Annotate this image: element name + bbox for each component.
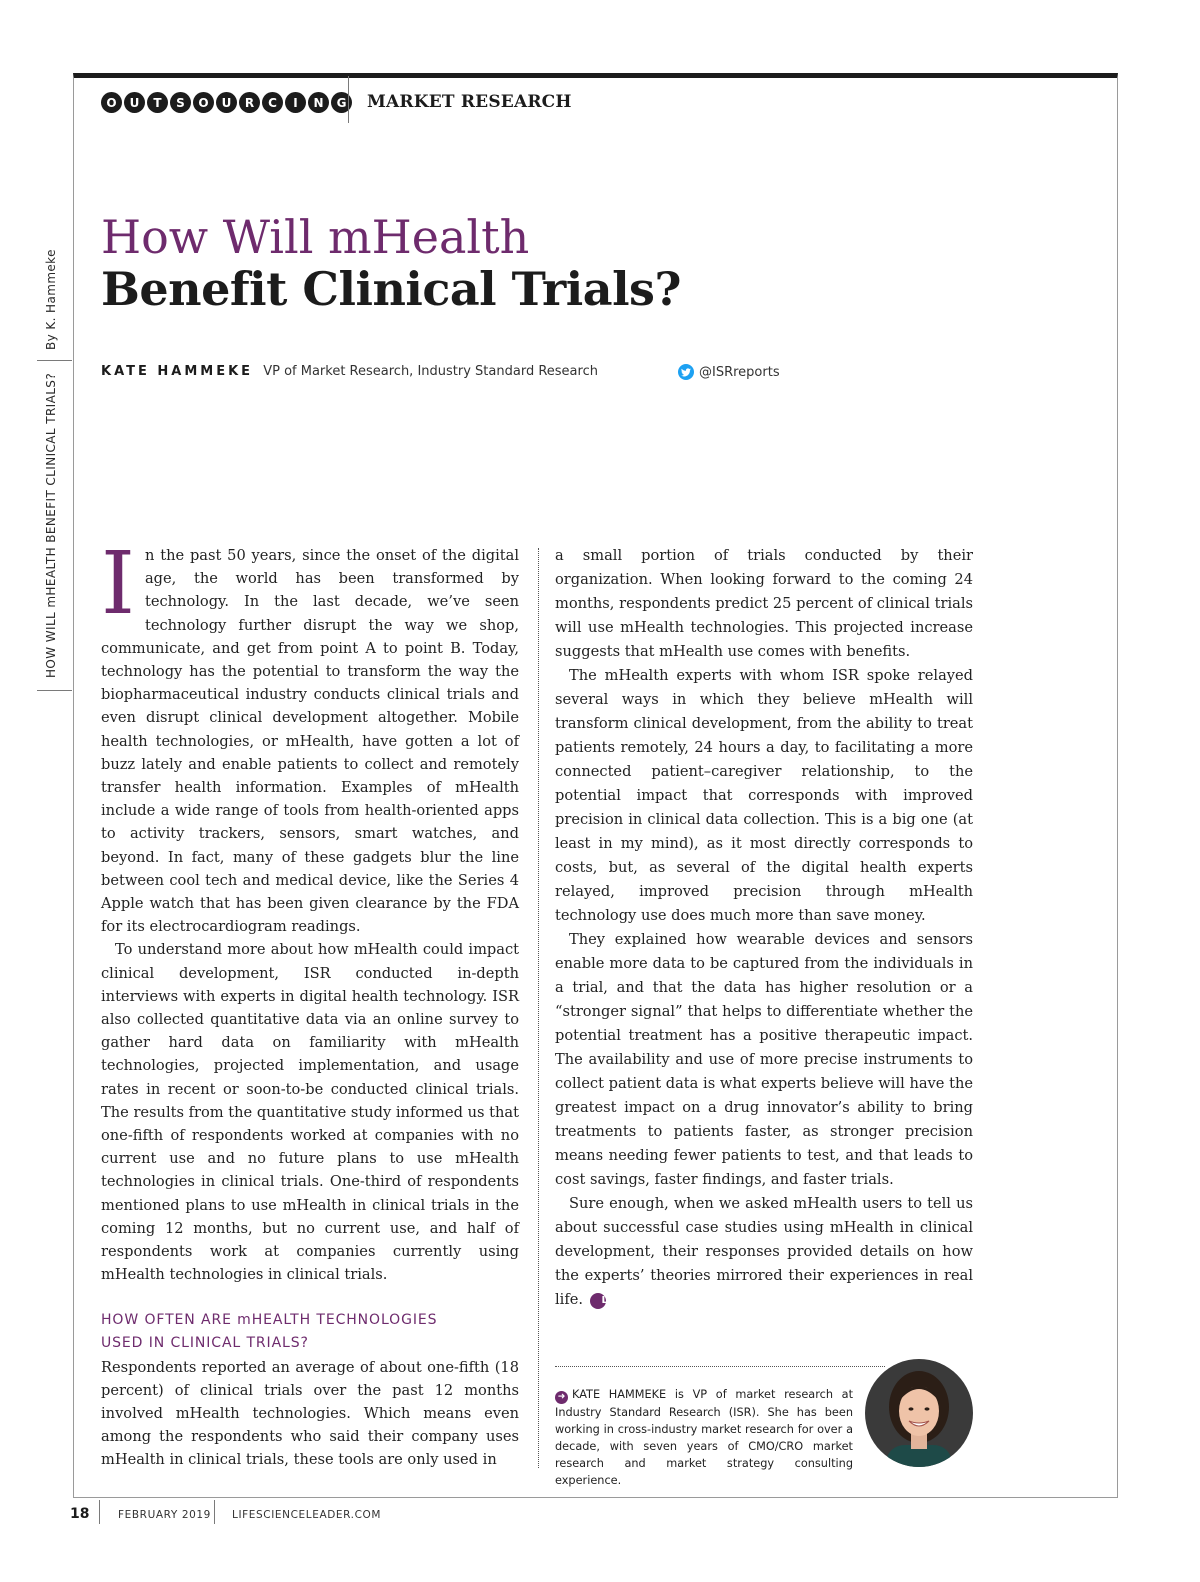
- website-link[interactable]: LIFESCIENCELEADER.COM: [232, 1509, 382, 1521]
- article-title-line1: How Will mHealth: [101, 210, 530, 264]
- article-title-line2: Benefit Clinical Trials?: [101, 262, 681, 316]
- side-author: By K. Hammeke: [44, 249, 58, 350]
- bio-name: KATE HAMMEKE: [572, 1388, 667, 1401]
- side-divider: [37, 690, 72, 691]
- byline: [101, 364, 598, 379]
- side-divider: [37, 360, 72, 361]
- body-paragraph: Respondents reported an average of about one-fifth (18 percent) of clinical trials over the past 12 months involved mHealth technologies. Which means even among the respondents who said their company uses mHealth in clinical trials, these tools are only used in: [101, 1358, 519, 1469]
- twitter-handle-link[interactable]: [678, 364, 780, 380]
- section-letter: U: [124, 92, 145, 113]
- footer-divider: [214, 1500, 215, 1524]
- subheading-line2: USED IN CLINICAL TRIALS?: [101, 1334, 309, 1351]
- arrow-right-icon: ➜: [555, 1391, 568, 1404]
- bio-divider: [555, 1366, 885, 1367]
- section-letter: T: [147, 92, 168, 113]
- body-paragraph: [555, 1192, 973, 1312]
- closing-text: Sure enough, when we asked mHealth users to tell us about successful case studies using mHealth in clinical development, their responses provided details on how the experts’ theories mirrored their experiences in real life.: [555, 1195, 973, 1308]
- footer-divider: [99, 1500, 100, 1524]
- author-bio: [555, 1386, 853, 1489]
- issue-date: FEBRUARY 2019: [118, 1509, 211, 1521]
- author-role: VP of Market Research, Industry Standard Research: [263, 364, 598, 379]
- author-name: KATE HAMMEKE: [101, 364, 254, 379]
- body-paragraph: The mHealth experts with whom ISR spoke relayed several ways in which they believe mHealth will transform clinical development, from the ability to treat patients remotely, 24 hours a day, to facilitating a more connected patient–caregiver relationship, to the potential impact that corresponds with improved precision in clinical data collection. This is a big one (at least in my mind), as it most directly corresponds to costs, but, as several of the digital health experts relayed, improved precision through mHealth technology use does much more than save money.: [555, 667, 973, 924]
- section-name: MARKET RESEARCH: [367, 92, 572, 112]
- author-photo: [865, 1359, 973, 1467]
- section-divider: [348, 76, 349, 123]
- section-letter: C: [262, 92, 283, 113]
- bio-text: is VP of market research at Industry Standard Research (ISR). She has been working in cross-industry market research for over a decade, with seven years of CMO/CRO market research and market strategy consulting experience.: [555, 1388, 854, 1487]
- section-letter: N: [308, 92, 329, 113]
- twitter-handle: @ISRreports: [699, 364, 780, 380]
- section-letter: R: [239, 92, 260, 113]
- side-running-title: HOW WILL mHEALTH BENEFIT CLINICAL TRIALS?: [44, 372, 58, 678]
- section-letter: O: [193, 92, 214, 113]
- section-letter: O: [101, 92, 122, 113]
- section-letter: S: [170, 92, 191, 113]
- body-paragraph: n the past 50 years, since the onset of the digital age, the world has been transformed by technology. In the last decade, we’ve seen technology further disrupt the way we shop, communicate, and get from point A to point B. Today, technology has the potential to transform the way the biopharmaceutical industry conducts clinical trials and even disrupt clinical development altogether. Mobile health technologies, or mHealth, have gotten a lot of buzz lately and enable patients to collect and remotely transfer health information. Examples of mHealth include a wide range of tools from health-oriented apps to activity trackers, sensors, smart watches, and beyond. In fact, many of these gadgets blur the line between cool tech and medical device, like the Series 4 Apple watch that has been given clearance by the FDA for its electrocardiogram readings.: [101, 547, 519, 936]
- subheading-line1: HOW OFTEN ARE mHEALTH TECHNOLOGIES: [101, 1311, 438, 1328]
- section-subheading: [101, 1309, 519, 1355]
- column-separator: [538, 548, 539, 1468]
- body-paragraph: They explained how wearable devices and sensors enable more data to be captured from the individuals in a trial, and that the data has higher resolution or a “stronger signal” that helps to differentiate whether the potential treatment has a positive therapeutic impact. The availability and use of more precise instruments to collect patient data is what experts believe will have the greatest impact on a drug innovator’s ability to bring treatments to patients faster, as stronger precision means needing fewer patients to test, and that leads to cost savings, faster findings, and faster trials.: [555, 931, 973, 1188]
- section-tag-outsourcing: [101, 92, 352, 113]
- twitter-icon: [678, 364, 694, 380]
- section-letter: I: [285, 92, 306, 113]
- section-letter: G: [331, 92, 352, 113]
- body-column-right: [555, 544, 973, 1312]
- section-letter: U: [216, 92, 237, 113]
- drop-cap: I: [101, 534, 135, 634]
- end-mark-icon: L: [590, 1293, 606, 1309]
- body-column-left: [101, 534, 519, 1472]
- page-number: 18: [70, 1506, 90, 1522]
- body-paragraph: a small portion of trials conducted by their organization. When looking forward to the coming 24 months, respondents predict 25 percent of clinical trials will use mHealth technologies. This projected increase suggests that mHealth use comes with benefits.: [555, 547, 973, 660]
- body-paragraph: To understand more about how mHealth could impact clinical development, ISR conducted in-depth interviews with experts in digital health technology. ISR also collected quantitative data via an online survey to gather hard data on familiarity with mHealth technologies, projected implementation, and usage rates in recent or soon-to-be conducted clinical trials. The results from the quantitative study informed us that one-fifth of respondents worked at companies with no current use and no future plans to use mHealth technologies in clinical trials. One-third of respondents mentioned plans to use mHealth in clinical trials in the coming 12 months, but no current use, and half of respondents work at companies currently using mHealth technologies in clinical trials.: [101, 941, 519, 1284]
